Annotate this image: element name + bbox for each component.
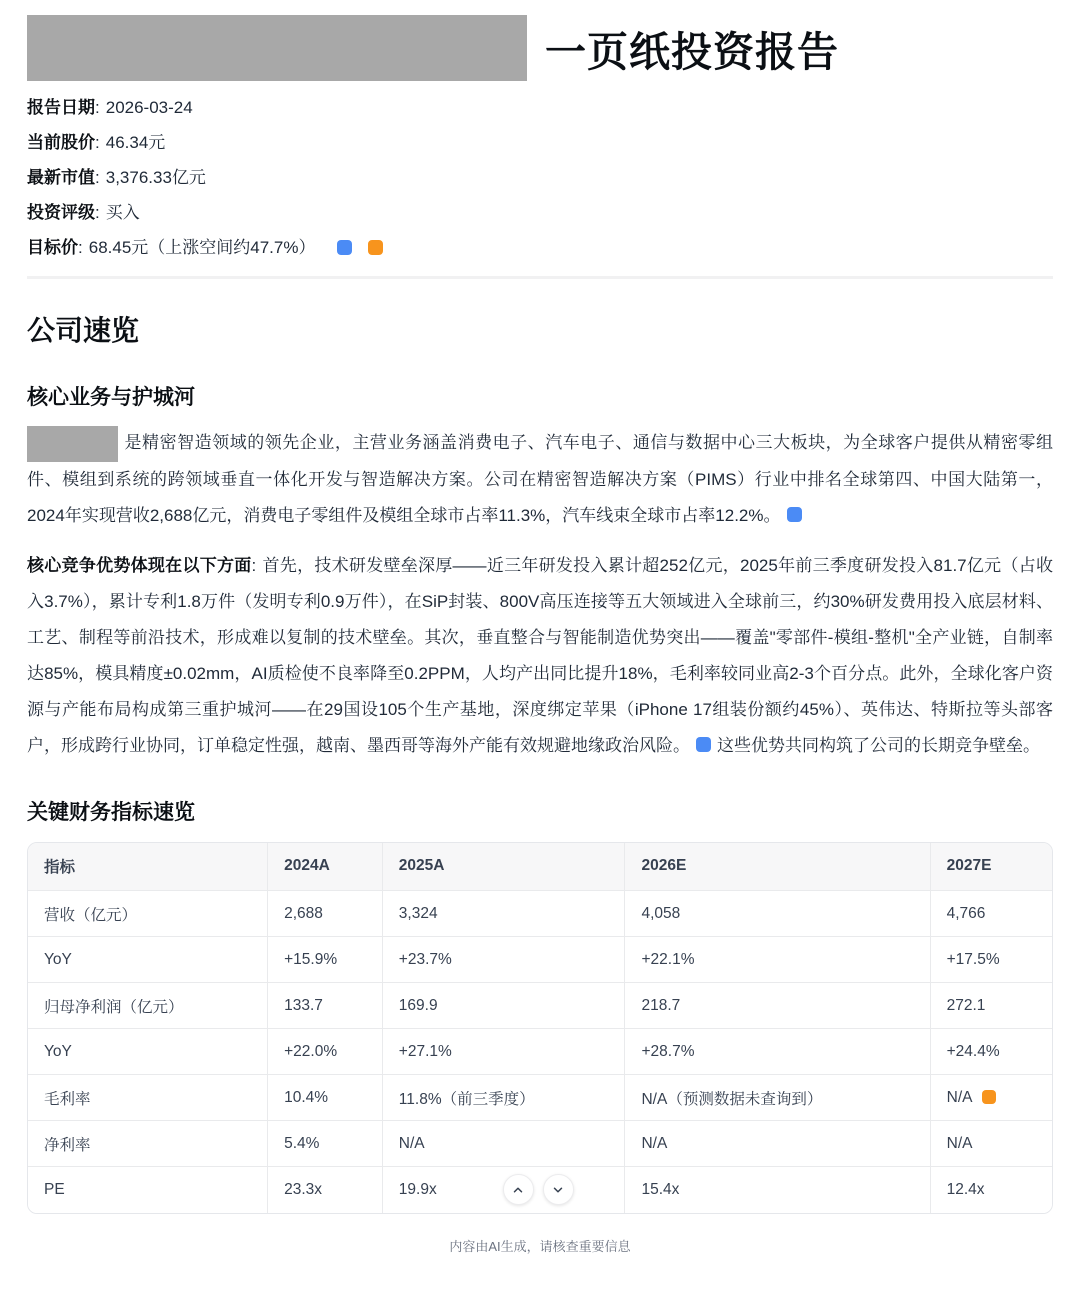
col-header-metric: 指标: [28, 843, 268, 891]
colon: :: [95, 168, 100, 187]
cell-value: [930, 1075, 1052, 1121]
table-row: [28, 983, 1052, 1029]
page-title: 一页纸投资报告: [545, 28, 839, 75]
cell-value: +22.0%: [268, 1029, 383, 1075]
advantages-text: 首先，技术研发壁垒深厚——近三年研发投入累计超252亿元，2025年前三季度研发投入81.7亿元（占收入3.7%），累计专利1.8万件（发明专利0.9万件），在SiP封装、800V高压连接等五大领域进入全球前三，约30%研发费用投入底层材料、工艺、制程等前沿技术，形成难以复制的技术壁垒。其次，垂直整合与智能制造优势突出——覆盖"零部件-模组-整机"全产业链，自制率达85%，模具精度±0.02mm，AI质检使不良率降至0.2PPM，人均产出同比提升18%，毛利率较同业高2-3个百分点。此外，全球化客户资源与产能布局构成第三重护城河——在29国设105个生产基地，深度绑定苹果（iPhone 17组装份额约45%）、英伟达、特斯拉等头部客户，形成跨行业协同，订单稳定性强，越南、墨西哥等海外产能有效规避地缘政治风险。: [27, 555, 1053, 755]
cell-value: 10.4%: [268, 1075, 383, 1121]
market-cap-label: 最新市值: [27, 168, 95, 187]
cell-value: +24.4%: [930, 1029, 1052, 1075]
cell-metric: PE: [28, 1167, 268, 1213]
citation-blue-icon[interactable]: [696, 737, 711, 752]
chevron-up-icon: [511, 1183, 525, 1197]
chevron-down-icon: [551, 1183, 565, 1197]
target-price-label: 目标价: [27, 238, 78, 257]
cell-value: N/A: [930, 1121, 1052, 1167]
cell-value: 4,058: [625, 891, 930, 937]
cell-metric: 归母净利润（亿元）: [28, 983, 268, 1029]
overview-section-title: 公司速览: [27, 315, 140, 346]
cell-value: 5.4%: [268, 1121, 383, 1167]
report-date-line: [27, 98, 1053, 118]
cell-value: [382, 1167, 625, 1213]
key-info-block: [27, 98, 1053, 258]
business-subsection-title: 核心业务与护城河: [27, 386, 195, 409]
ai-disclaimer: 内容由AI生成，请核查重要信息: [449, 1238, 631, 1254]
rating-label: 投资评级: [27, 203, 95, 222]
rating-value: 买入: [105, 203, 140, 222]
col-header-2027e: 2027E: [930, 843, 1052, 891]
colon: :: [95, 133, 100, 152]
market-cap-value: 3,376.33亿元: [105, 168, 206, 187]
advantages-paragraph: [27, 548, 1053, 764]
citation-blue-icon[interactable]: [787, 507, 802, 522]
scroll-up-button[interactable]: [503, 1174, 534, 1205]
cell-value: N/A: [625, 1121, 930, 1167]
cell-metric: 毛利率: [28, 1075, 268, 1121]
cell-value: 11.8%（前三季度）: [382, 1075, 625, 1121]
cell-value: +23.7%: [382, 937, 625, 983]
citation-orange-icon[interactable]: [982, 1090, 996, 1104]
col-header-2025a: 2025A: [382, 843, 625, 891]
financials-section-title: 关键财务指标速览: [27, 800, 195, 824]
col-header-2024a: 2024A: [268, 843, 383, 891]
cell-metric: 净利率: [28, 1121, 268, 1167]
citation-orange-icon[interactable]: [368, 240, 383, 255]
cell-value: 15.4x: [625, 1167, 930, 1213]
cell-value: 169.9: [382, 983, 625, 1029]
table-row: [28, 1121, 1052, 1167]
business-paragraph-text: 是精密智造领域的领先企业，主营业务涵盖消费电子、汽车电子、通信与数据中心三大板块，为全球客户提供从精密零组件、模组到系统的跨领域垂直一体化开发与智造解决方案。公司在精密智造解决方案（PIMS）行业中排名全球第四、中国大陆第一，2024年实现营收2,688亿元，消费电子零组件及模组全球市占率11.3%，汽车线束全球市占率12.2%。: [27, 433, 1053, 525]
table-row: [28, 1075, 1052, 1121]
advantages-tail: 这些优势共同构筑了公司的长期竞争壁垒。: [717, 735, 1040, 755]
market-cap-line: [27, 168, 1053, 188]
cell-value: +15.9%: [268, 937, 383, 983]
cell-value: +22.1%: [625, 937, 930, 983]
colon: :: [78, 238, 83, 257]
current-price-line: [27, 133, 1053, 153]
target-price-line: [27, 238, 1053, 258]
cell-metric: YoY: [28, 1029, 268, 1075]
section-divider: [27, 276, 1053, 279]
cell-metric: YoY: [28, 937, 268, 983]
company-logo-redacted: [27, 15, 527, 81]
citation-blue-icon[interactable]: [337, 240, 352, 255]
cell-metric: 营收（亿元）: [28, 891, 268, 937]
cell-value: 133.7: [268, 983, 383, 1029]
target-price-value: 68.45元（上涨空间约47.7%）: [88, 238, 316, 257]
table-row: [28, 1029, 1052, 1075]
financials-table: [27, 842, 1053, 1214]
table-row: [28, 937, 1052, 983]
colon: :: [95, 98, 100, 117]
report-date-label: 报告日期: [27, 98, 95, 117]
col-header-2026e: 2026E: [625, 843, 930, 891]
current-price-label: 当前股价: [27, 133, 95, 152]
colon: :: [95, 203, 100, 222]
cell-value: 4,766: [930, 891, 1052, 937]
rating-line: [27, 203, 1053, 223]
cell-value: 3,324: [382, 891, 625, 937]
table-header-row: [28, 843, 1052, 891]
cell-value: 2,688: [268, 891, 383, 937]
scroll-button-group: [503, 1174, 574, 1205]
business-paragraph: [27, 425, 1053, 534]
cell-value: +27.1%: [382, 1029, 625, 1075]
cell-value-text: N/A: [946, 1088, 973, 1106]
cell-value: N/A: [382, 1121, 625, 1167]
cell-value: N/A（预测数据未查询到）: [625, 1075, 930, 1121]
cell-value: +28.7%: [625, 1029, 930, 1075]
report-header: [27, 15, 1053, 81]
cell-value-text: 19.9x: [398, 1180, 437, 1198]
cell-value: 12.4x: [930, 1167, 1052, 1213]
cell-value: 23.3x: [268, 1167, 383, 1213]
colon: :: [251, 555, 257, 575]
table-row: [28, 1167, 1052, 1213]
report-date-value: 2026-03-24: [105, 98, 193, 117]
current-price-value: 46.34元: [105, 133, 166, 152]
table-row: [28, 891, 1052, 937]
cell-value: +17.5%: [930, 937, 1052, 983]
cell-value: 218.7: [625, 983, 930, 1029]
company-name-redacted: [27, 426, 118, 462]
scroll-down-button[interactable]: [543, 1174, 574, 1205]
advantages-lead: 核心竞争优势体现在以下方面: [27, 555, 252, 575]
cell-value: 272.1: [930, 983, 1052, 1029]
